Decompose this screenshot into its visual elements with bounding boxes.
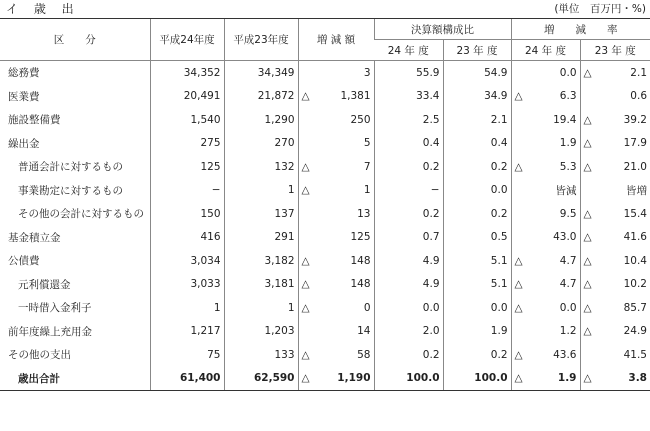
rate23-value-text: 21.0 (623, 160, 647, 173)
negative-mark: △ (583, 207, 592, 220)
row-label (0, 367, 150, 391)
table-row (0, 155, 650, 179)
change-value-text: 7 (363, 160, 371, 173)
negative-mark: △ (583, 113, 592, 126)
change-value-text: 13 (357, 207, 371, 220)
row-label-text: 前年度繰上充用金 (8, 325, 92, 338)
row-label-text: 元利償還金 (18, 278, 71, 291)
negative-mark: △ (301, 278, 310, 291)
ratio23-value: 0.4 (443, 132, 511, 156)
ratio24-value: 0.2 (374, 343, 443, 367)
change-value-text: 0 (363, 301, 371, 314)
fy23-value: 21,872 (224, 85, 298, 109)
fy23-value: 1 (224, 296, 298, 320)
ratio24-value: 2.0 (374, 320, 443, 344)
negative-mark: △ (583, 137, 592, 150)
rate24-value-text: 1.9 (557, 372, 577, 385)
change-value-text: 1 (363, 184, 371, 197)
rate24-value-text: 1.2 (559, 325, 577, 338)
negative-mark: △ (301, 254, 310, 267)
negative-mark: △ (301, 184, 310, 197)
rate23-value (580, 132, 650, 156)
rate23-value (580, 179, 650, 203)
ratio24-value: 33.4 (374, 85, 443, 109)
ratio23-value: 54.9 (443, 61, 511, 85)
ratio24-value: − (374, 179, 443, 203)
rate23-value (580, 108, 650, 132)
rate23-value-text: 0.6 (630, 90, 647, 103)
fy24-value: 34,352 (150, 61, 224, 85)
rate23-value (580, 296, 650, 320)
rate24-value (511, 367, 580, 391)
change-value (298, 179, 374, 203)
header-fy23: 平成23年度 (224, 19, 298, 61)
change-value (298, 85, 374, 109)
change-value (298, 367, 374, 391)
table-body (0, 61, 650, 391)
row-label (0, 132, 150, 156)
ratio23-value: 5.1 (443, 273, 511, 297)
negative-mark: △ (583, 66, 592, 79)
rate23-value-text: 24.9 (623, 325, 647, 338)
change-value-text: 5 (363, 137, 371, 150)
rate24-value-text: 9.5 (559, 207, 577, 220)
table-row (0, 367, 650, 391)
ratio24-value: 0.4 (374, 132, 443, 156)
row-label-text: その他の支出 (8, 349, 71, 362)
negative-mark: △ (583, 325, 592, 338)
fy23-value: 291 (224, 226, 298, 250)
row-label (0, 179, 150, 203)
rate24-value-text: 4.7 (559, 278, 577, 291)
row-label-text: 施設整備費 (8, 114, 61, 127)
rate24-value-text: 5.3 (559, 160, 577, 173)
unit-note: (単位 百万円・%) (554, 3, 646, 15)
header-ratio-group: 決算額構成比 (374, 19, 511, 40)
row-label (0, 85, 150, 109)
row-label-text: その他の会計に対するもの (18, 208, 144, 221)
header-ratio-24: 24 年 度 (374, 40, 443, 61)
row-label (0, 343, 150, 367)
row-label-text: 公債費 (8, 255, 40, 268)
change-value (298, 296, 374, 320)
rate24-value (511, 61, 580, 85)
fy23-value: 137 (224, 202, 298, 226)
section-title: イ 歳 出 (6, 2, 80, 16)
change-value (298, 320, 374, 344)
rate23-value (580, 249, 650, 273)
rate23-value-text: 41.6 (623, 231, 647, 244)
header-rate-23: 23 年 度 (580, 40, 650, 61)
rate23-value-text: 41.5 (623, 348, 647, 361)
rate24-value (511, 249, 580, 273)
fy24-value: 20,491 (150, 85, 224, 109)
header-ratio-23: 23 年 度 (443, 40, 511, 61)
rate23-value-text: 3.8 (628, 372, 647, 385)
ratio23-value: 0.0 (443, 296, 511, 320)
ratio23-value: 0.2 (443, 202, 511, 226)
row-label-text: 医業費 (8, 90, 40, 103)
rate24-value (511, 179, 580, 203)
table-row (0, 320, 650, 344)
change-value-text: 148 (350, 278, 371, 291)
table-row (0, 61, 650, 85)
rate24-value-text: 43.0 (553, 231, 577, 244)
row-label-text: 歳出合計 (18, 372, 60, 385)
negative-mark: △ (583, 231, 592, 244)
fy24-value: 61,400 (150, 367, 224, 391)
rate24-value (511, 85, 580, 109)
negative-mark: △ (583, 278, 592, 291)
rate23-value (580, 226, 650, 250)
fy24-value: 275 (150, 132, 224, 156)
header-rate-24: 24 年 度 (511, 40, 580, 61)
ratio24-value: 0.2 (374, 202, 443, 226)
rate23-value (580, 320, 650, 344)
fy23-value: 1,290 (224, 108, 298, 132)
ratio23-value: 0.5 (443, 226, 511, 250)
fy24-value: 1,217 (150, 320, 224, 344)
change-value-text: 125 (350, 231, 371, 244)
change-value-text: 3 (363, 66, 371, 79)
fy24-value: − (150, 179, 224, 203)
table-row (0, 249, 650, 273)
table-row (0, 85, 650, 109)
header-category: 区 分 (0, 19, 150, 61)
table-row (0, 179, 650, 203)
ratio24-value: 2.5 (374, 108, 443, 132)
ratio23-value: 0.2 (443, 155, 511, 179)
ratio24-value: 0.0 (374, 296, 443, 320)
fy24-value: 125 (150, 155, 224, 179)
rate23-value (580, 202, 650, 226)
ratio24-value: 4.9 (374, 273, 443, 297)
rate24-value-text: 0.0 (559, 66, 577, 79)
fy23-value: 1,203 (224, 320, 298, 344)
header-rate-group: 増 減 率 (511, 19, 650, 40)
rate24-value (511, 320, 580, 344)
change-value (298, 343, 374, 367)
change-value (298, 61, 374, 85)
rate24-value (511, 155, 580, 179)
change-value-text: 250 (350, 113, 371, 126)
table-row (0, 273, 650, 297)
rate24-value (511, 343, 580, 367)
negative-mark: △ (583, 301, 592, 314)
negative-mark: △ (301, 348, 310, 361)
rate24-value-text: 1.9 (559, 137, 577, 150)
table-row (0, 226, 650, 250)
header-change: 増 減 額 (298, 19, 374, 61)
row-label-text: 事業勘定に対するもの (18, 184, 123, 197)
rate23-value-text: 15.4 (623, 207, 647, 220)
rate24-value (511, 273, 580, 297)
fy23-value: 3,181 (224, 273, 298, 297)
rate23-value (580, 85, 650, 109)
fy24-value: 1 (150, 296, 224, 320)
row-label-text: 一時借入金利子 (18, 302, 92, 315)
change-value-text: 1,381 (340, 90, 371, 103)
fy23-value: 1 (224, 179, 298, 203)
negative-mark: △ (301, 160, 310, 173)
rate23-value-text: 85.7 (623, 301, 647, 314)
ratio23-value: 100.0 (443, 367, 511, 391)
rate24-value-text: 19.4 (553, 113, 577, 126)
ratio24-value: 0.2 (374, 155, 443, 179)
table-row (0, 343, 650, 367)
ratio24-value: 100.0 (374, 367, 443, 391)
rate24-value (511, 296, 580, 320)
fy24-value: 416 (150, 226, 224, 250)
row-label (0, 202, 150, 226)
ratio23-value: 1.9 (443, 320, 511, 344)
rate23-value-text: 17.9 (623, 137, 647, 150)
rate23-value-text: 10.2 (623, 278, 647, 291)
fy23-value: 132 (224, 155, 298, 179)
negative-mark: △ (514, 372, 523, 385)
fy23-value: 34,349 (224, 61, 298, 85)
rate24-value-text: 43.6 (553, 348, 577, 361)
rate24-value-text: 6.3 (559, 90, 577, 103)
change-value (298, 249, 374, 273)
table-row (0, 296, 650, 320)
negative-mark: △ (583, 372, 592, 385)
fy23-value: 133 (224, 343, 298, 367)
row-label-text: 普通会計に対するもの (18, 161, 123, 174)
rate24-value-text: 皆減 (555, 184, 577, 197)
rate23-value-text: 39.2 (623, 113, 647, 126)
rate23-value (580, 273, 650, 297)
table-row (0, 202, 650, 226)
row-label (0, 61, 150, 85)
change-value-text: 148 (350, 254, 371, 267)
change-value-text: 58 (357, 348, 371, 361)
negative-mark: △ (514, 301, 523, 314)
fy24-value: 3,034 (150, 249, 224, 273)
change-value (298, 132, 374, 156)
row-label (0, 226, 150, 250)
table-row (0, 132, 650, 156)
row-label (0, 155, 150, 179)
row-label-text: 総務費 (8, 67, 40, 80)
negative-mark: △ (583, 160, 592, 173)
negative-mark: △ (514, 348, 523, 361)
rate23-value (580, 343, 650, 367)
ratio23-value: 5.1 (443, 249, 511, 273)
negative-mark: △ (514, 160, 523, 173)
negative-mark: △ (301, 90, 310, 103)
rate24-value (511, 202, 580, 226)
header-fy24: 平成24年度 (150, 19, 224, 61)
table-row (0, 108, 650, 132)
fy23-value: 62,590 (224, 367, 298, 391)
rate23-value (580, 155, 650, 179)
change-value (298, 202, 374, 226)
fy24-value: 75 (150, 343, 224, 367)
negative-mark: △ (514, 278, 523, 291)
rate23-value-text: 2.1 (630, 66, 647, 79)
negative-mark: △ (301, 372, 310, 385)
rate24-value (511, 226, 580, 250)
row-label (0, 273, 150, 297)
negative-mark: △ (301, 301, 310, 314)
row-label-text: 基金積立金 (8, 231, 61, 244)
rate24-value (511, 132, 580, 156)
ratio24-value: 0.7 (374, 226, 443, 250)
ratio23-value: 2.1 (443, 108, 511, 132)
row-label (0, 249, 150, 273)
rate24-value-text: 0.0 (559, 301, 577, 314)
rate23-value-text: 10.4 (623, 254, 647, 267)
change-value (298, 108, 374, 132)
row-label (0, 108, 150, 132)
change-value-text: 14 (357, 325, 371, 338)
change-value (298, 273, 374, 297)
fy24-value: 1,540 (150, 108, 224, 132)
row-label-text: 繰出金 (8, 137, 40, 150)
row-label (0, 320, 150, 344)
rate23-value (580, 61, 650, 85)
rate24-value (511, 108, 580, 132)
ratio24-value: 4.9 (374, 249, 443, 273)
rate23-value-text: 皆増 (626, 184, 647, 197)
ratio24-value: 55.9 (374, 61, 443, 85)
fy24-value: 3,033 (150, 273, 224, 297)
rate24-value-text: 4.7 (559, 254, 577, 267)
ratio23-value: 0.2 (443, 343, 511, 367)
change-value (298, 226, 374, 250)
fy23-value: 3,182 (224, 249, 298, 273)
negative-mark: △ (514, 90, 523, 103)
ratio23-value: 0.0 (443, 179, 511, 203)
ratio23-value: 34.9 (443, 85, 511, 109)
fy24-value: 150 (150, 202, 224, 226)
expenditure-table (0, 18, 650, 391)
rate23-value (580, 367, 650, 391)
change-value-text: 1,190 (337, 372, 371, 385)
row-label (0, 296, 150, 320)
negative-mark: △ (583, 254, 592, 267)
negative-mark: △ (514, 254, 523, 267)
fy23-value: 270 (224, 132, 298, 156)
change-value (298, 155, 374, 179)
